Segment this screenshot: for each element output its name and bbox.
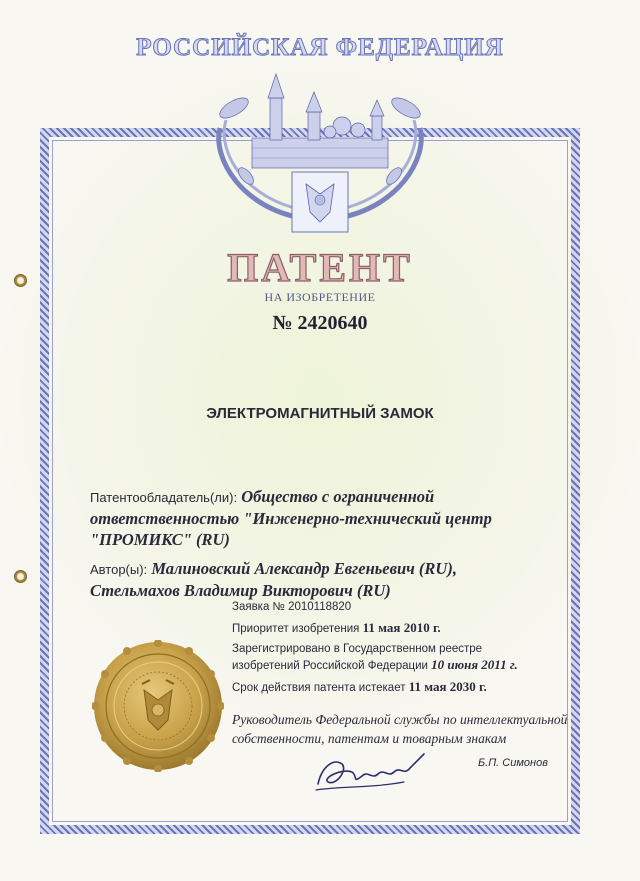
head-office-line-2: собственности, патентам и товарным знакам — [232, 731, 507, 746]
validity-date: 11 мая 2030 г. — [408, 679, 487, 694]
priority-label: Приоритет изобретения — [232, 623, 360, 635]
registered-date: 10 июня 2011 г. — [431, 657, 518, 672]
author-2: Стельмахов Владимир Викторович (RU) — [90, 581, 391, 600]
priority-row — [232, 620, 592, 637]
registered-label-2: изобретений Российской Федерации — [232, 660, 428, 672]
head-office-line-1: Руководитель Федеральной службы по интеллектуальной — [232, 712, 568, 727]
document-subtitle: НА ИЗОБРЕТЕНИЕ — [264, 290, 376, 304]
patent-number: № 2420640 — [272, 312, 368, 334]
head-office-title — [232, 710, 592, 748]
validity-row — [232, 679, 592, 696]
document-type-heading: ПАТЕНТ — [227, 245, 413, 290]
invention-title: ЭЛЕКТРОМАГНИТНЫЙ ЗАМОК — [206, 405, 434, 422]
patent-holder-block — [90, 486, 530, 550]
application-label: Заявка № — [232, 601, 285, 613]
application-number: 2010118820 — [288, 601, 352, 613]
registered-row — [232, 642, 592, 674]
holder-line-2: ответственностью "Инженерно-технический центр — [90, 509, 492, 528]
signer-name: Б.П. Симонов — [478, 757, 548, 769]
holder-line-3: "ПРОМИКС" (RU) — [90, 530, 230, 549]
authors-block — [90, 558, 550, 601]
holder-label: Патентообладатель(ли): — [90, 490, 238, 505]
registered-label-1: Зарегистрировано в Государственном реестре — [232, 643, 483, 655]
handwritten-signature — [312, 746, 432, 796]
kremlin-emblem-icon — [212, 68, 428, 238]
author-1: Малиновский Александр Евгеньевич (RU), — [151, 559, 457, 578]
registration-details — [232, 600, 592, 701]
gold-seal-icon — [92, 640, 224, 772]
binder-hole-bottom — [14, 570, 27, 583]
authors-label: Автор(ы): — [90, 562, 148, 577]
priority-date: 11 мая 2010 г. — [362, 620, 441, 635]
validity-label: Срок действия патента истекает — [232, 682, 406, 694]
holder-line-1: Общество с ограниченной — [241, 487, 435, 506]
country-heading: РОССИЙСКАЯ ФЕДЕРАЦИЯ — [136, 34, 504, 61]
application-row — [232, 600, 592, 615]
